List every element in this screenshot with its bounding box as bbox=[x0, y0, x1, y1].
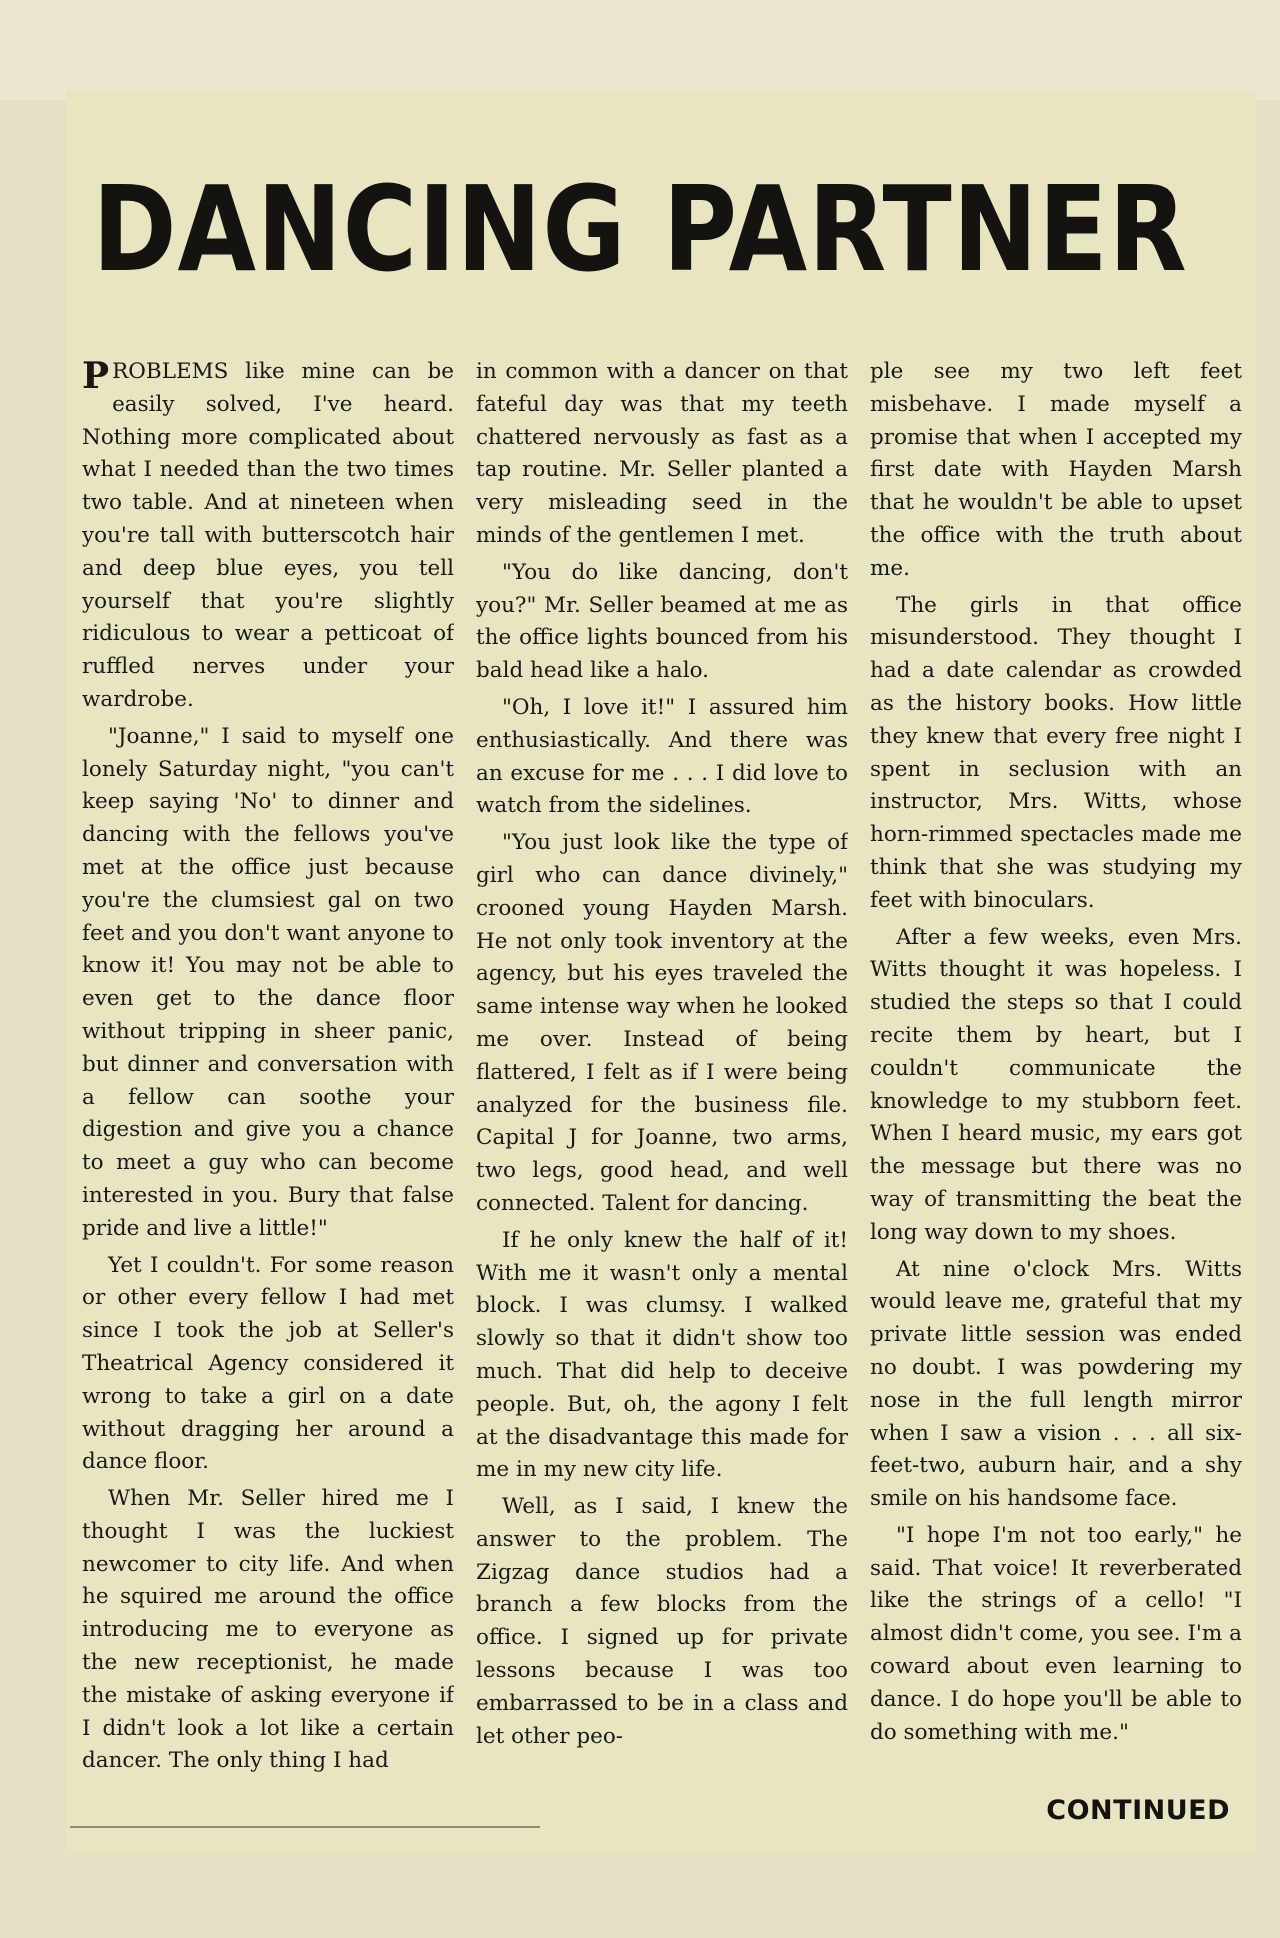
paragraph: At nine o'clock Mrs. Witts would leave me, grateful that my private little session was ended no doubt. I was powdering my nose in the full length mirror when I saw a vision . . . all six-feet-two, auburn hair, and a shy smile on his handsome face. bbox=[870, 1256, 1242, 1512]
paragraph: "You do like dancing, don't you?" Mr. Seller beamed at me as the office lights bounced from his bald head like a halo. bbox=[476, 559, 848, 684]
paragraph: "Oh, I love it!" I assured him enthusiastically. And there was an excuse for me . . . I did love to watch from the sidelines. bbox=[476, 694, 848, 819]
column-3 bbox=[870, 356, 1242, 1816]
continued-label: CONTINUED bbox=[1046, 1795, 1230, 1826]
paragraph: "I hope I'm not too early," he said. That voice! It reverberated like the strings of a cello! "I almost didn't come, you see. I'm a coward about even learning to dance. I do hope you'll be able to do something with me." bbox=[870, 1522, 1242, 1745]
paragraph: ple see my two left feet misbehave. I made myself a promise that when I accepted my first date with Hayden Marsh that he wouldn't be able to upset the office with the truth about me. bbox=[870, 359, 1242, 581]
column-1 bbox=[82, 356, 454, 1816]
paragraph: "Joanne," I said to myself one lonely Saturday night, "you can't keep saying 'No' to dinner and dancing with the fellows you've met at the office just because you're the clumsiest gal on two feet and you don't want anyone to know it! You may not be able to even get to the dance floor without tripping in sheer panic, but dinner and conversation with a fellow can soothe your digestion and give you a chance to meet a guy who can become interested in you. Bury that false pride and live a little!" bbox=[82, 723, 454, 1241]
drop-cap: P bbox=[82, 356, 110, 397]
paragraph: After a few weeks, even Mrs. Witts thought it was hopeless. I studied the steps so that I could recite them by heart, but I couldn't communicate the knowledge to my stubborn feet. When I heard music, my ears got the message but there was no way of transmitting the beat the long way down to my shoes. bbox=[870, 924, 1242, 1245]
column-2 bbox=[476, 356, 848, 1816]
paragraph: in common with a dancer on that fateful day was that my teeth chattered nervously as fast as a tap routine. Mr. Seller planted a very misleading seed in the minds of the gentlemen I met. bbox=[476, 359, 848, 548]
paragraph-text: ROBLEMS like mine can be easily solved, I've heard. Nothing more complicated about what I needed than the two times two table. And at nineteen when you're tall with butterscotch hair and deep blue eyes, you tell yourself that you're slightly ridiculous to wear a petticoat of ruffled nerves under your wardrobe. bbox=[82, 359, 454, 712]
story-title: DANCING PARTNER bbox=[92, 160, 1188, 298]
paragraph: Well, as I said, I knew the answer to the problem. The Zigzag dance studios had a branch a few blocks from the office. I signed up for private lessons because I was too embarrassed to be in a class and let other peo- bbox=[476, 1494, 848, 1749]
top-margin bbox=[0, 0, 1280, 100]
paragraph: "You just look like the type of girl who can dance divinely," crooned young Hayden Marsh. He not only took inventory at the agency, but his eyes traveled the same intense way when he looked me over. Instead of being flattered, I felt as if I were being analyzed for the business file. Capital J for Joanne, two arms, two legs, good head, and well connected. Talent for dancing. bbox=[476, 830, 848, 1216]
paragraph: If he only knew the half of it! With me it wasn't only a mental block. I was clumsy. I walked slowly so that it didn't show too much. That did help to deceive people. But, oh, the agony I felt at the disadvantage this made for me in my new city life. bbox=[476, 1227, 848, 1483]
bottom-rule bbox=[70, 1826, 540, 1828]
paragraph bbox=[82, 356, 454, 717]
story-columns bbox=[82, 356, 1242, 1816]
paragraph: When Mr. Seller hired me I thought I was the luckiest newcomer to city life. And when he squired me around the office introducing me to everyone as the new receptionist, he made the mistake of asking everyone if I didn't look a lot like a certain dancer. The only thing I had bbox=[82, 1486, 454, 1774]
paragraph: The girls in that office misunderstood. They thought I had a date calendar as crowded as the history books. How little they knew that every free night I spent in seclusion with an instructor, Mrs. Witts, whose horn-rimmed spectacles made me think that she was studying my feet with binoculars. bbox=[870, 592, 1242, 913]
paragraph: Yet I couldn't. For some reason or other every fellow I had met since I took the job at Seller's Theatrical Agency considered it wrong to take a girl on a date without dragging her around a dance floor. bbox=[82, 1252, 454, 1475]
